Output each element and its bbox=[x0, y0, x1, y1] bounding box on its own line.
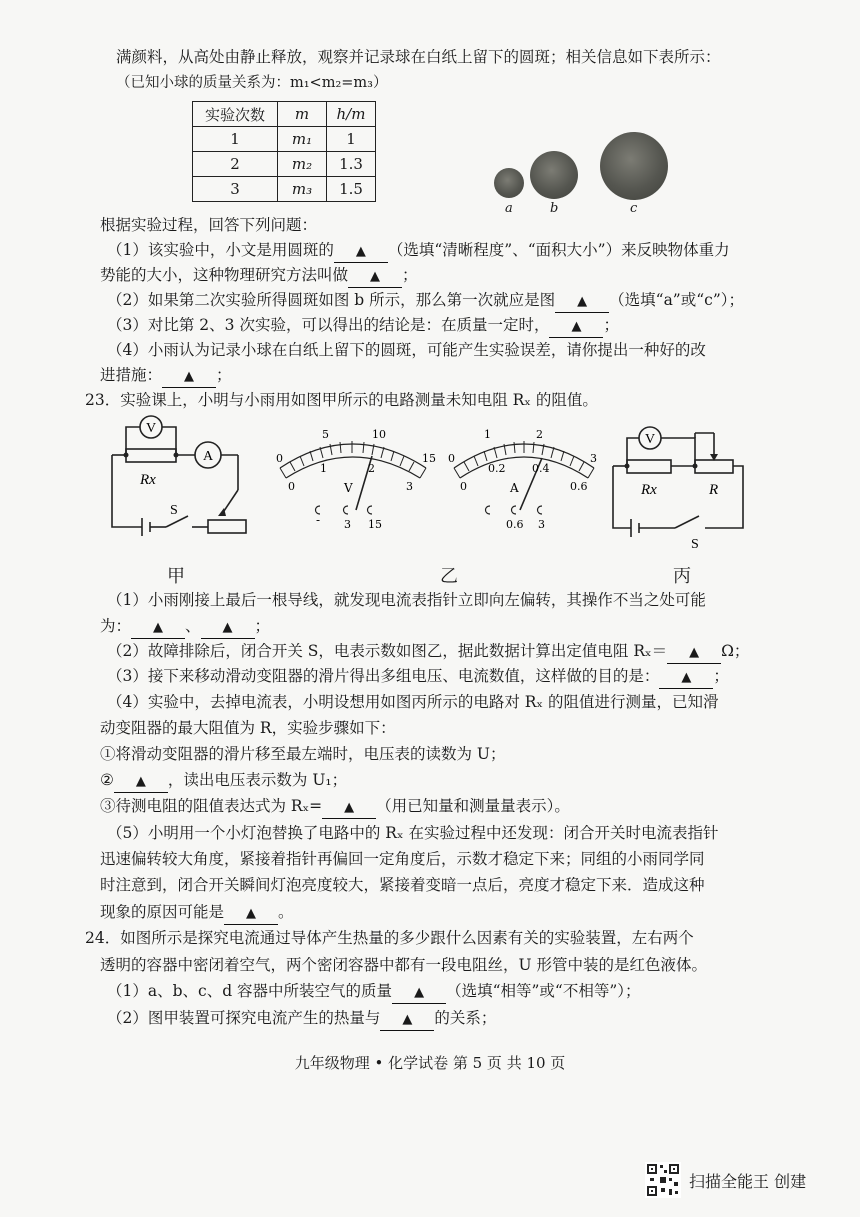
blank-marker: ▲ bbox=[153, 620, 164, 635]
dial-tick-label: 0.4 bbox=[532, 462, 550, 475]
question-text: ； bbox=[713, 667, 729, 685]
question-text: （3）接下来移动滑动变阻器的滑片得出多组电压、电流数值，这样做的目的是： bbox=[107, 667, 660, 685]
figure-label-yi: 乙 bbox=[440, 566, 458, 587]
qr-code-icon bbox=[645, 1162, 681, 1198]
question-text: Ω； bbox=[721, 642, 750, 660]
question-text: 进措施： bbox=[100, 366, 163, 384]
question-line bbox=[107, 641, 749, 664]
answer-blank[interactable] bbox=[348, 265, 402, 288]
question-text: ； bbox=[216, 366, 232, 384]
blank-marker: ▲ bbox=[414, 985, 425, 1000]
table-cell: 1 bbox=[193, 127, 278, 152]
answer-blank[interactable] bbox=[114, 770, 168, 793]
question-text: （2）如果第二次实验所得圆斑如图 b 所示，那么第一次就应是图 bbox=[107, 291, 556, 309]
table-cell: 1 bbox=[327, 127, 376, 152]
table-cell: m₁ bbox=[278, 127, 327, 152]
question-line bbox=[100, 902, 294, 925]
table-cell: m₂ bbox=[278, 152, 327, 177]
table-row bbox=[193, 152, 376, 177]
terminal-label: 0.6 bbox=[506, 518, 524, 531]
answer-blank[interactable] bbox=[131, 616, 185, 639]
blank-marker: ▲ bbox=[370, 269, 381, 284]
table-cell: 1.5 bbox=[327, 177, 376, 202]
blank-marker: ▲ bbox=[577, 294, 588, 309]
blank-marker: ▲ bbox=[402, 1012, 413, 1027]
terminal-label: - bbox=[316, 513, 321, 527]
table-header: m bbox=[278, 102, 327, 127]
ball-spot-b bbox=[530, 151, 578, 199]
question-line bbox=[100, 365, 232, 388]
dial-tick-label: 0 bbox=[276, 452, 283, 465]
ball-spot-a bbox=[494, 168, 524, 198]
dial-tick-label: 0 bbox=[460, 480, 467, 493]
rheostat-label: R bbox=[709, 482, 719, 498]
dial-tick-label: 0 bbox=[448, 452, 455, 465]
ball-label-c: c bbox=[630, 201, 638, 216]
ammeter-symbol: A bbox=[202, 449, 214, 464]
table-cell: 1.3 bbox=[327, 152, 376, 177]
question-line bbox=[107, 1008, 496, 1031]
question-text: （选填“清晰程度”、“面积大小”）来反映物体重力 bbox=[387, 241, 730, 259]
dial-tick-label: 2 bbox=[368, 462, 375, 475]
answer-blank[interactable] bbox=[555, 290, 609, 313]
blank-marker: ▲ bbox=[344, 800, 355, 815]
resistor-label: Rx bbox=[140, 472, 156, 488]
question-text: ； bbox=[402, 266, 418, 284]
blank-marker: ▲ bbox=[246, 906, 257, 921]
question-line: （4）小雨认为记录小球在白纸上留下的圆斑，可能产生实验误差，请你提出一种好的改 bbox=[107, 341, 706, 359]
scanner-watermark bbox=[645, 1162, 806, 1198]
dial-tick-label: 3 bbox=[406, 480, 413, 493]
question-text: ； bbox=[254, 617, 271, 635]
dial-unit-label: V bbox=[344, 481, 353, 495]
question-text: （1）该实验中，小文是用圆斑的 bbox=[107, 241, 334, 259]
question-text: （2）故障排除后，闭合开关 S，电表示数如图乙，据此数据计算出定值电阻 Rₓ＝ bbox=[107, 642, 668, 660]
table-row bbox=[193, 177, 376, 202]
figure-label-jia: 甲 bbox=[167, 566, 185, 587]
circuit-diagram-bing bbox=[605, 418, 755, 553]
dial-unit-label: A bbox=[510, 481, 519, 495]
dial-tick-label: 5 bbox=[322, 428, 329, 441]
table-header: h/m bbox=[327, 102, 376, 127]
question-line: （5）小明用一个小灯泡替换了电路中的 Rₓ 在实验过程中还发现：闭合开关时电流表指针 bbox=[107, 824, 719, 842]
ball-label-b: b bbox=[550, 201, 559, 216]
dial-tick-label: 2 bbox=[536, 428, 543, 441]
table-cell: 3 bbox=[193, 177, 278, 202]
dial-tick-label: 1 bbox=[320, 462, 327, 475]
question-line: ①将滑动变阻器的滑片移至最左端时，电压表的读数为 U； bbox=[100, 745, 506, 763]
circuit-diagram-jia bbox=[100, 412, 260, 547]
ball-spot-c bbox=[600, 132, 668, 200]
dial-tick-label: 0.2 bbox=[488, 462, 506, 475]
question-text: （3）对比第 2、3 次实验，可以得出的结论是：在质量一定时， bbox=[107, 316, 550, 334]
answer-blank[interactable] bbox=[392, 981, 446, 1004]
question-line bbox=[107, 290, 744, 313]
question-text: （选填“相等”或“不相等”）； bbox=[446, 982, 641, 1000]
question-text: ② bbox=[100, 771, 114, 789]
resistor-label: Rx bbox=[641, 482, 657, 498]
question-line bbox=[107, 981, 641, 1004]
dial-tick-label: 0 bbox=[288, 480, 295, 493]
dial-tick-label: 15 bbox=[422, 452, 436, 465]
text-line: 满颜料，从高处由静止释放，观察并记录球在白纸上留下的圆斑；相关信息如下表所示： bbox=[116, 48, 721, 66]
switch-label: S bbox=[170, 503, 178, 518]
question-text: （1）a、b、c、d 容器中所装空气的质量 bbox=[107, 982, 393, 1000]
text-line: （已知小球的质量关系为：m₁<m₂=m₃） bbox=[116, 75, 388, 91]
voltmeter-symbol: V bbox=[644, 432, 656, 447]
question-text: （用已知量和测量量表示）。 bbox=[376, 797, 570, 815]
question-line: 透明的容器中密闭着空气，两个密闭容器中都有一段电阻丝，U 形管中装的是红色液体。 bbox=[100, 956, 707, 974]
question-title: 24．如图所示是探究电流通过导体产生热量的多少跟什么因素有关的实验装置，左右两个 bbox=[85, 929, 694, 947]
question-text: 。 bbox=[278, 903, 294, 921]
answer-blank[interactable] bbox=[549, 315, 603, 338]
question-text: ③待测电阻的阻值表达式为 Rₓ= bbox=[100, 797, 323, 815]
answer-blank[interactable] bbox=[380, 1008, 434, 1031]
blank-marker: ▲ bbox=[184, 369, 195, 384]
answer-blank[interactable] bbox=[201, 616, 255, 639]
answer-blank[interactable] bbox=[667, 641, 721, 664]
blank-marker: ▲ bbox=[355, 244, 366, 259]
page-footer: 九年级物理 • 化学试卷 第 5 页 共 10 页 bbox=[294, 1054, 566, 1072]
voltmeter-symbol: V bbox=[145, 421, 157, 436]
question-text: 势能的大小，这种物理研究方法叫做 bbox=[100, 266, 349, 284]
dial-tick-label: 0.6 bbox=[570, 480, 588, 493]
table-header: 实验次数 bbox=[193, 102, 278, 127]
question-line bbox=[107, 315, 619, 338]
question-text: （2）图甲装置可探究电流产生的热量与 bbox=[107, 1009, 381, 1027]
question-line bbox=[100, 265, 418, 288]
ammeter-dial bbox=[448, 420, 608, 535]
question-line: 动变阻器的最大阻值为 R，实验步骤如下： bbox=[100, 719, 396, 737]
terminal-label: 3 bbox=[344, 518, 351, 531]
dial-tick-label: 10 bbox=[372, 428, 386, 441]
blank-marker: ▲ bbox=[222, 620, 233, 635]
question-line: 迅速偏转较大角度，紧接着指针再偏回一定角度后，示数才稳定下来；同组的小雨同学同 bbox=[100, 850, 705, 868]
question-text: ； bbox=[603, 316, 619, 334]
figure-label-bing: 丙 bbox=[673, 566, 691, 587]
voltmeter-dial bbox=[268, 420, 448, 535]
table-row bbox=[193, 127, 376, 152]
terminal-label: 15 bbox=[368, 518, 382, 531]
table-cell: m₃ bbox=[278, 177, 327, 202]
blank-marker: ▲ bbox=[571, 319, 582, 334]
blank-marker: ▲ bbox=[681, 670, 692, 685]
question-line bbox=[100, 616, 270, 639]
question-text: 、 bbox=[185, 617, 201, 635]
ball-label-a: a bbox=[505, 201, 513, 216]
blank-marker: ▲ bbox=[689, 645, 700, 660]
question-line bbox=[100, 770, 347, 793]
question-text: 现象的原因可能是 bbox=[100, 903, 225, 921]
terminal-label: 3 bbox=[538, 518, 545, 531]
table-header-row bbox=[193, 102, 376, 127]
dial-tick-label: 3 bbox=[590, 452, 597, 465]
question-line: （1）小雨刚接上最后一根导线，就发现电流表指针立即向左偏转，其操作不当之处可能 bbox=[107, 591, 706, 609]
answer-blank[interactable] bbox=[162, 365, 216, 388]
answer-blank[interactable] bbox=[334, 240, 388, 263]
question-line bbox=[107, 240, 730, 263]
answer-blank[interactable] bbox=[659, 666, 713, 689]
dial-tick-label: 1 bbox=[484, 428, 491, 441]
scanner-label: 扫描全能王 创建 bbox=[689, 1171, 807, 1191]
question-text: 的关系； bbox=[434, 1009, 497, 1027]
answer-blank[interactable] bbox=[224, 902, 278, 925]
text-line: 根据实验过程，回答下列问题： bbox=[100, 216, 318, 234]
blank-marker: ▲ bbox=[135, 774, 146, 789]
switch-label: S bbox=[691, 537, 699, 552]
question-text: （选填“a”或“c”）； bbox=[609, 291, 745, 309]
answer-blank[interactable] bbox=[322, 796, 376, 819]
question-title: 23．实验课上，小明与小雨用如图甲所示的电路测量未知电阻 Rₓ 的阻值。 bbox=[85, 391, 598, 409]
question-line: （4）实验中，去掉电流表，小明设想用如图丙所示的电路对 Rₓ 的阻值进行测量，已知滑 bbox=[107, 693, 719, 711]
question-text: ，读出电压表示数为 U₁； bbox=[167, 771, 348, 789]
question-line: 时注意到，闭合开关瞬间灯泡亮度较大，紧接着变暗一点后，亮度才稳定下来．造成这种 bbox=[100, 876, 705, 894]
question-line bbox=[100, 796, 570, 819]
table-cell: 2 bbox=[193, 152, 278, 177]
experiment-table bbox=[192, 101, 376, 202]
question-line bbox=[107, 666, 729, 689]
question-text: 为： bbox=[100, 617, 132, 635]
